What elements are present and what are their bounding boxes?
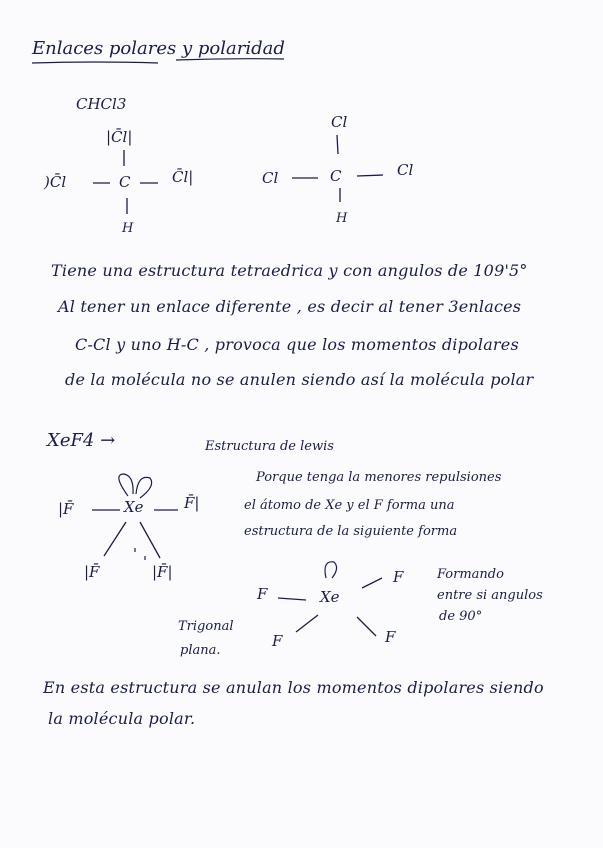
page-title: Enlaces polares y polaridad xyxy=(32,38,285,59)
geometry-note-left-1: Trigonal xyxy=(178,619,234,634)
xef4-lewis-bottom-left-f: |F̄ xyxy=(84,563,100,581)
lewis-structure-label: Estructura de lewis xyxy=(205,439,334,454)
geometry-note-right-3: de 90° xyxy=(439,609,483,624)
formula-chcl3: CHCl3 xyxy=(76,95,127,113)
lewis-center-c: C xyxy=(119,173,131,191)
formula-xef4: XeF4 → xyxy=(47,430,116,451)
lewis-left-cl: )C̄l xyxy=(44,173,67,191)
struct-top-cl: Cl xyxy=(331,113,348,131)
xef4-lewis-bottom-right-f: |F̄| xyxy=(152,563,173,581)
lewis-top-cl: |C̄l| xyxy=(106,128,133,146)
struct-bottom-h: H xyxy=(336,211,348,226)
conclusion-line-1: En esta estructura se anulan los momentos dipolares siendo xyxy=(43,678,544,697)
geometry-f-bottom-right: F xyxy=(385,628,396,646)
conclusion-line-2: la molécula polar. xyxy=(48,709,196,728)
paragraph-line-1: Tiene una estructura tetraedrica y con angulos de 109'5° xyxy=(51,261,528,280)
xef4-lewis-top-left-f: |F̄ xyxy=(58,500,74,518)
geometry-note-right-1: Formando xyxy=(437,567,504,582)
geometry-center-xe: Xe xyxy=(320,588,340,606)
explanation-line-2: el átomo de Xe y el F forma una xyxy=(244,498,455,513)
paragraph-line-3: C-Cl y uno H-C , provoca que los momentos dipolares xyxy=(75,335,519,354)
paragraph-line-2: Al tener un enlace diferente , es decir al tener 3enlaces xyxy=(58,297,522,316)
geometry-f-right: F xyxy=(393,568,404,586)
geometry-note-right-2: entre si angulos xyxy=(437,588,543,603)
paragraph-line-4: de la molécula no se anulen siendo así la molécula polar xyxy=(65,370,534,389)
xef4-lewis-top-right-f: F̄| xyxy=(184,494,200,512)
explanation-line-1: Porque tenga la menores repulsiones xyxy=(256,470,502,485)
explanation-line-3: estructura de la siguiente forma xyxy=(244,524,458,539)
struct-right-cl: Cl xyxy=(397,161,414,179)
lewis-right-cl: C̄l| xyxy=(172,168,194,186)
lewis-bottom-h: H xyxy=(122,221,134,236)
struct-center-c: C xyxy=(330,167,342,185)
xef4-lewis-center: Xe xyxy=(124,498,144,516)
geometry-f-bottom-left: F xyxy=(272,632,283,650)
geometry-f-left: F xyxy=(257,585,268,603)
struct-left-cl: Cl xyxy=(262,169,279,187)
geometry-note-left-2: plana. xyxy=(180,643,221,658)
